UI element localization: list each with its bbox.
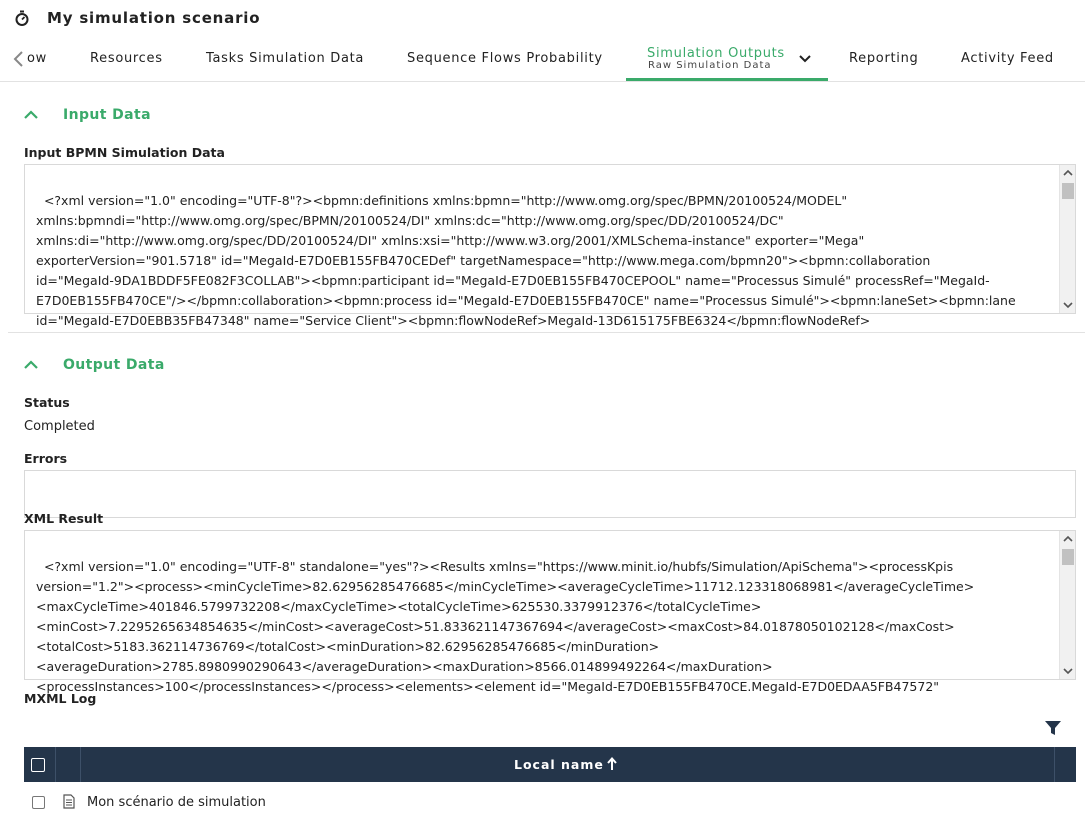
tab-label: Reporting xyxy=(849,51,919,66)
section-title: Input Data xyxy=(63,107,151,123)
document-icon xyxy=(63,794,75,809)
scrollbar[interactable] xyxy=(1059,531,1075,679)
page-title: My simulation scenario xyxy=(47,9,261,27)
chevron-left-icon[interactable] xyxy=(12,50,26,68)
tab-overview[interactable] xyxy=(27,38,47,82)
status-label: Status xyxy=(24,395,70,410)
xml-result-label: XML Result xyxy=(24,511,104,526)
tab-label: Simulation Outputs xyxy=(647,46,785,61)
xml-result-textarea[interactable] xyxy=(24,530,1076,694)
tab-label: Activity Feed xyxy=(961,51,1054,66)
row-checkbox[interactable] xyxy=(32,796,45,809)
tab-simulation-outputs[interactable] xyxy=(647,38,797,82)
input-bpmn-textarea[interactable] xyxy=(24,164,1076,328)
scroll-thumb[interactable] xyxy=(1062,549,1074,565)
mxml-log-label: MXML Log xyxy=(24,691,97,706)
errors-field[interactable] xyxy=(24,470,1076,518)
chevron-up-icon[interactable] xyxy=(24,110,38,120)
scroll-down-icon[interactable] xyxy=(1063,301,1073,309)
tab-label: Tasks Simulation Data xyxy=(206,51,365,66)
tab-sublabel: Raw Simulation Data xyxy=(648,60,772,71)
filter-icon[interactable] xyxy=(1044,719,1062,737)
sort-ascending-icon[interactable] xyxy=(607,757,617,771)
tab-reporting[interactable] xyxy=(849,38,919,82)
column-divider xyxy=(55,747,56,782)
input-data-header[interactable] xyxy=(24,104,151,126)
errors-label: Errors xyxy=(24,451,68,466)
chevron-up-icon[interactable] xyxy=(24,360,38,370)
scroll-up-icon[interactable] xyxy=(1063,535,1073,543)
chevron-down-icon[interactable] xyxy=(799,54,811,64)
tab-activity-feed[interactable] xyxy=(961,38,1054,82)
scrollbar[interactable] xyxy=(1059,165,1075,313)
scroll-thumb[interactable] xyxy=(1062,183,1074,199)
table-row[interactable] xyxy=(24,786,1076,818)
tab-label: Sequence Flows Probability xyxy=(407,51,603,66)
row-local-name[interactable]: Mon scénario de simulation xyxy=(87,795,266,810)
xml-result-text: <?xml version="1.0" encoding="UTF-8" standalone="yes"?><Results xmlns="https://www.minit.io/hubfs/Simulation/ApiSchema"><processKpis version="1.2"><process><minCycleTime>82.62956285476685</minCycleTime><averageCycleTime>11712.123318068981</averageCycleTime> <maxCycleTime>401846.5799732208</maxCycleTime><totalCycleTime>625530.3379912376</totalCycleTime> <minCost>7.2295265634854635</minCost><averageCost>51.833621147367694</averageCost><maxCost>84.01878050102128</maxCost> <totalCost>5183.362114736769</totalCost><minDuration>82.62956285476685</minDuration> <averageDuration>2785.8980990290643</averageDuration><maxDuration>8566.014899492264</maxDuration> <processInstances>100</processInstances></process><elements><element id="MegaId-E7D0EB155FB470CE.MegaId-E7D0EDAA5FB47572" xyxy=(36,559,975,694)
select-all-checkbox[interactable] xyxy=(31,758,45,772)
section-divider xyxy=(8,332,1085,333)
tab-sequence-flows-probability[interactable] xyxy=(407,38,603,82)
tab-label: Resources xyxy=(90,51,163,66)
tab-label: ow xyxy=(27,51,47,66)
tab-tasks-simulation-data[interactable] xyxy=(206,38,364,82)
input-bpmn-label: Input BPMN Simulation Data xyxy=(24,145,225,160)
column-divider xyxy=(1054,747,1055,782)
section-title: Output Data xyxy=(63,357,165,373)
tab-bar xyxy=(0,38,1085,82)
column-header-local-name[interactable]: Local name xyxy=(514,757,604,772)
status-value: Completed xyxy=(24,419,95,434)
active-tab-indicator xyxy=(626,78,828,81)
grid-header xyxy=(24,747,1076,782)
scroll-down-icon[interactable] xyxy=(1063,667,1073,675)
scroll-up-icon[interactable] xyxy=(1063,169,1073,177)
column-divider xyxy=(80,747,81,782)
stopwatch-icon xyxy=(14,10,30,26)
output-data-header[interactable] xyxy=(24,354,165,376)
tab-resources[interactable] xyxy=(90,38,163,82)
title-bar xyxy=(0,0,1085,36)
input-bpmn-text: <?xml version="1.0" encoding="UTF-8"?><bpmn:definitions xmlns:bpmn="http://www.omg.org/spec/BPMN/20100524/MODEL" xmlns:bpmndi="http://www.omg.org/spec/BPMN/20100524/DI" xmlns:dc="http://www.omg.org/spec/DD/20100524/DC" xmlns:di="http://www.omg.org/spec/DD/20100524/DI" xmlns:xsi="http://www.w3.org/2001/XMLSchema-instance" exporter="Mega" exporterVersion="901.5718" id="MegaId-E7D0EB155FB470CEDef" targetNamespace="http://www.mega.com/bpmn20"><bpmn:collaboration id="MegaId-9DA1BDDF5FE082F3COLLAB"><bpmn:participant id="MegaId-E7D0EB155FB470CEPOOL" name="Processus Simulé" processRef="MegaId- E7D0EB155FB470CE"/></bpmn:collaboration><bpmn:process id="MegaId-E7D0EB155FB470CE" name="Processus Simulé"><bpmn:laneSet><bpmn:lane id="MegaId-E7D0EBB35FB47348" name="Service Client"><bpmn:flowNodeRef>MegaId-13D615175FBE6324</bpmn:flowNodeRef> xyxy=(36,193,1016,328)
